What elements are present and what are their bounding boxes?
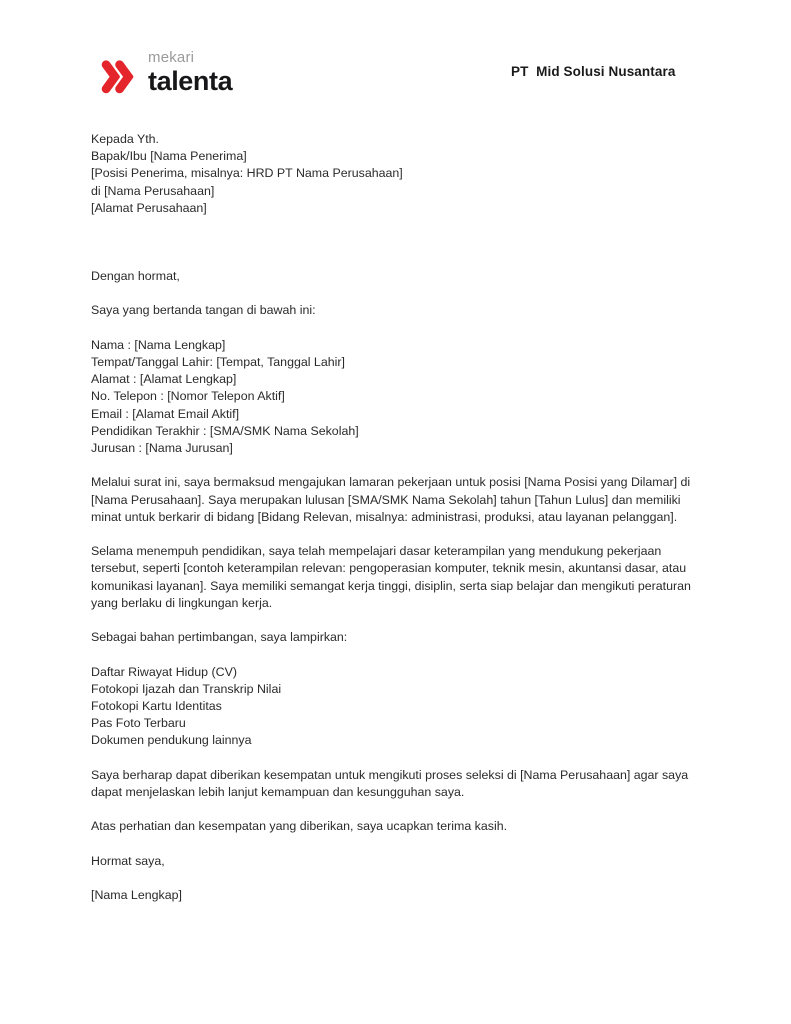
brand-name-talenta: talenta [148, 66, 233, 96]
attachment-item: Fotokopi Ijazah dan Transkrip Nilai [91, 681, 282, 696]
personal-data-line: Pendidikan Terakhir : [SMA/SMK Nama Sekolah] [91, 423, 359, 438]
personal-data-block [91, 337, 703, 457]
spacer [91, 251, 703, 268]
personal-data-line: No. Telepon : [Nomor Telepon Aktif] [91, 389, 285, 404]
letter-body [91, 131, 703, 904]
brand-logo [100, 50, 232, 96]
attachment-item: Pas Foto Terbaru [91, 716, 186, 731]
attachments-heading: Sebagai bahan pertimbangan, saya lampirkan: [91, 630, 348, 645]
paragraph-skills: Selama menempuh pendidikan, saya telah mempelajari dasar keterampilan yang mendukung pekerjaan tersebut, seperti [contoh keterampilan relevan: pengoperasian komputer, teknik mesin, akuntansi dasar, atau komunikasi layanan]. Saya memiliki semangat kerja tinggi, disiplin, serta siap belajar dan mengikuti peraturan yang berlaku di lingkungan kerja. [91, 544, 691, 610]
attachments-list [91, 664, 703, 750]
recipient-line: Kepada Yth. [91, 132, 159, 146]
signature-name: [Nama Lengkap] [91, 888, 182, 903]
recipient-line: Bapak/Ibu [Nama Penerima] [91, 149, 247, 164]
personal-data-line: Tempat/Tanggal Lahir: [Tempat, Tanggal Lahir] [91, 355, 345, 369]
salutation: Dengan hormat, [91, 269, 180, 284]
personal-data-line: Jurusan : [Nama Jurusan] [91, 441, 233, 456]
attachment-item: Fotokopi Kartu Identitas [91, 699, 222, 713]
mekari-talenta-arrow-icon [100, 58, 142, 96]
recipient-line: [Posisi Penerima, misalnya: HRD PT Nama Perusahaan] [91, 166, 403, 181]
personal-data-line: Email : [Alamat Email Aktif] [91, 406, 240, 421]
personal-data-line: Nama : [Nama Lengkap] [91, 337, 226, 352]
paragraph-hope: Saya berharap dapat diberikan kesempatan untuk mengikuti proses seleksi di [Nama Perusahaan] agar saya dapat menjelaskan lebih lanjut kemampuan dan kesungguhan saya. [91, 767, 689, 799]
intro-line: Saya yang bertanda tangan di bawah ini: [91, 303, 316, 318]
recipient-line: di [Nama Perusahaan] [91, 183, 215, 198]
brand-name-mekari: mekari [148, 49, 195, 66]
attachment-item: Dokumen pendukung lainnya [91, 733, 252, 748]
paragraph-thanks: Atas perhatian dan kesempatan yang diberikan, saya ucapkan terima kasih. [91, 819, 508, 834]
brand-wordmark [148, 50, 232, 95]
recipient-block [91, 131, 703, 217]
personal-data-line: Alamat : [Alamat Lengkap] [91, 372, 237, 387]
spacer [91, 217, 703, 251]
paragraph-application: Melalui surat ini, saya bermaksud mengajukan lamaran pekerjaan untuk posisi [Nama Posisi yang Dilamar] di [Nama Perusahaan]. Saya merupakan lulusan [SMA/SMK Nama Sekolah] tahun [Tahun Lulus] dan memiliki minat untuk berkarir di bidang [Bidang Relevan, misalnya: administrasi, produksi, atau layanan pelanggan]. [91, 475, 691, 524]
letterhead [0, 0, 791, 120]
closing-regards: Hormat saya, [91, 853, 165, 868]
attachment-item: Daftar Riwayat Hidup (CV) [91, 664, 237, 679]
company-name: PT Mid Solusi Nusantara [511, 64, 676, 79]
recipient-line: [Alamat Perusahaan] [91, 200, 207, 215]
